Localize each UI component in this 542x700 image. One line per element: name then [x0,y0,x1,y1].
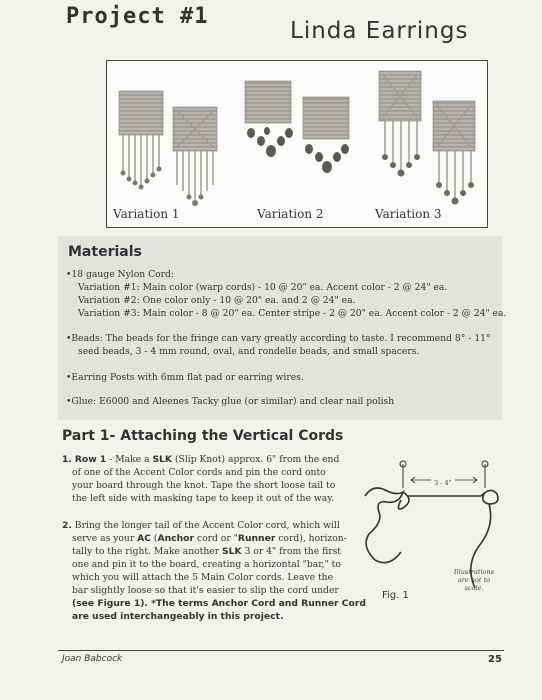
step2-line: bar slightly loose so that it's easier to slip the cord under [72,585,339,596]
step1-line: 1. Row 1 - Make a SLK (Slip Knot) approx. 6" from the end [62,454,340,465]
earring-photo [106,60,488,228]
step2-line: (see Figure 1). *The terms Anchor Cord and Runner Cord [72,598,366,609]
step2-line: serve as your AC (Anchor cord or "Runner cord), horizon- [72,533,347,544]
materials-line: seed beads, 3 - 4 mm round, oval, and rondelle beads, and small spacers. [78,346,420,357]
part1-title: Part 1- Attaching the Vertical Cords [62,428,344,444]
figure-note: Illustrations are not to scale. [454,568,494,592]
materials-line: •Beads: The beads for the fringe can vary greatly according to taste. I recommend 8° - 11° [66,333,491,344]
earring-v2-left [245,81,293,157]
footer-divider [58,650,504,651]
materials-line: Variation #1: Main color (warp cords) - 10 @ 20" ea. Accent color - 2 @ 24" ea. [78,282,448,293]
materials-line: •Glue: E6000 and Aleenes Tacky glue (or similar) and clear nail polish [66,396,395,407]
variation-1-label: Variation 1 [113,207,180,221]
materials-section [58,236,507,420]
variation-3-label: Variation 3 [375,207,442,221]
earring-v3-right [433,101,475,205]
step2-line: tally to the right. Make another SLK 3 or 4" from the first [72,546,341,557]
step2-line: 2. Bring the longer tail of the Accent Color cord, which will [62,520,340,531]
earrings-illustration [107,61,487,227]
materials-line: Variation #3: Main color - 8 @ 20" ea. Center stripe - 2 @ 20" ea. Accent color - 2 @ 24" ea. [78,308,507,319]
earring-v1-right [173,107,217,206]
step1-line: your board through the knot. Tape the short loose tail to [72,480,336,491]
figure-dimension: 3 - 4" [434,479,452,487]
step2-line: which you will attach the 5 Main Color cords. Leave the [72,572,334,583]
step2-line: one and pin it to the board, creating a horizontal "bar," to [72,559,341,570]
step2-line: are used interchangeably in this project. [72,611,284,622]
materials-line: •18 gauge Nylon Cord: [66,269,175,280]
step1-line: of one of the Accent Color cords and pin the cord onto [72,467,326,478]
footer-author: Joan Babcock [62,654,123,664]
materials-line: •Earring Posts with 6mm flat pad or earring wires. [66,372,304,383]
figure-caption: Fig. 1 [382,590,409,601]
earring-v3-left [379,71,421,177]
page-number: 25 [488,654,502,665]
project-name: Linda Earrings [290,18,469,44]
project-number: Project #1 [66,4,209,29]
materials-line: Variation #2: One color only - 10 @ 20" ea. and 2 @ 24" ea. [78,295,356,306]
step1-line: the left side with masking tape to keep it out of the way. [72,493,335,504]
earring-v2-right [303,97,349,173]
variation-2-label: Variation 2 [257,207,324,221]
earring-v1-left [119,91,163,190]
materials-title: Materials [68,244,142,260]
